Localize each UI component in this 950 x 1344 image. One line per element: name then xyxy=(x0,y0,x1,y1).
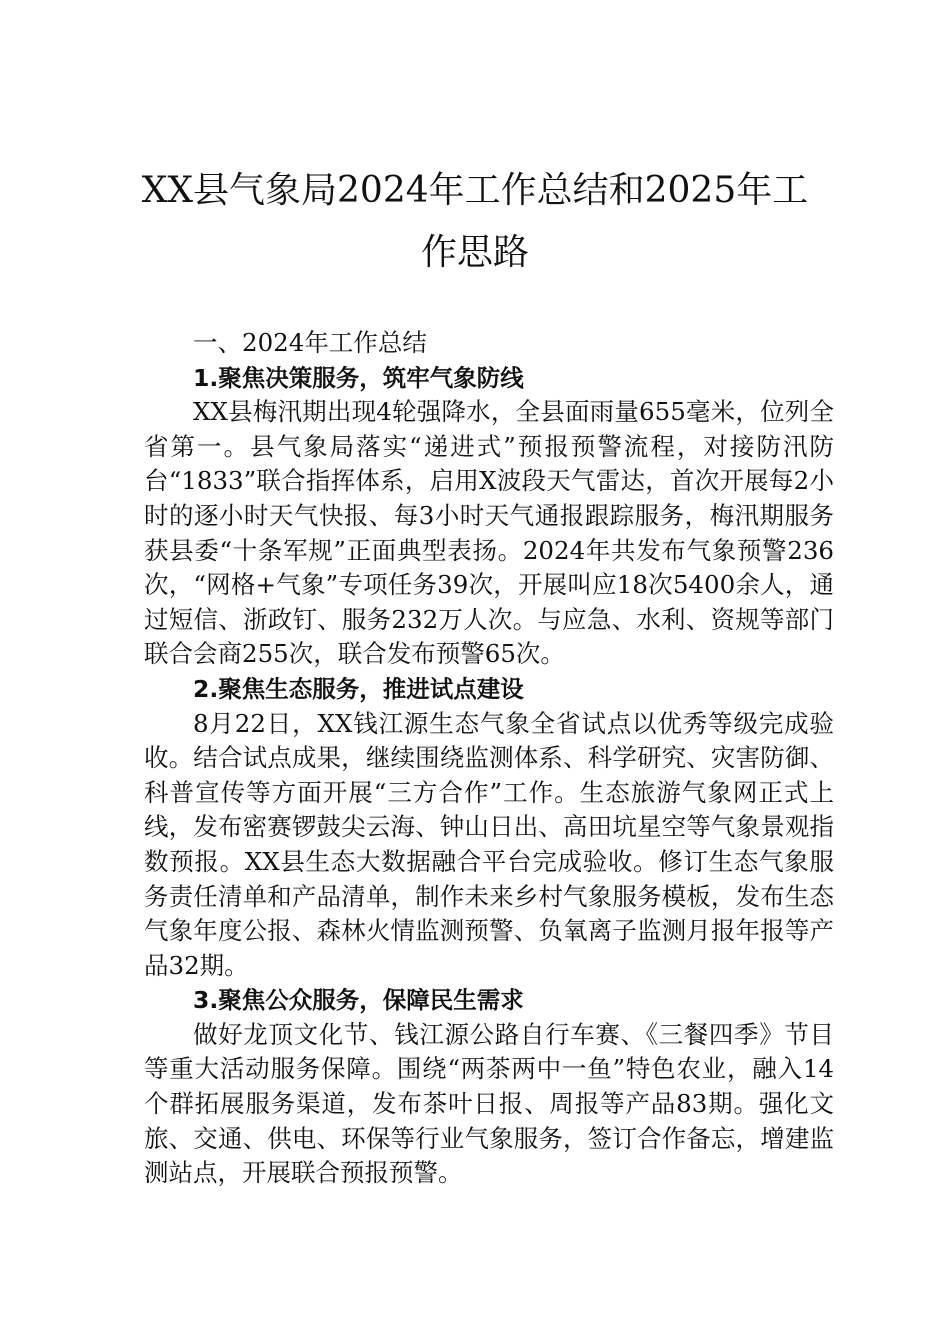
item-paragraph-2: 8月22日，XX钱江源生态气象全省试点以优秀等级完成验收。结合试点成果，继续围绕监测体系、科学研究、灾害防御、科普宣传等方面开展“三方合作”工作。生态旅游气象网正式上线，发布密赛锣鼓尖云海、钟山日出、高田坑星空等气象景观指数预报。XX县生态大数据融合平台完成验收。修订生态气象服务责任清单和产品清单，制作未来乡村气象服务模板，发布生态气象年度公报、森林火情监测预警、负氧离子监测月报年报等产品32期。 xyxy=(144,708,834,980)
item-heading-1: 1.聚焦决策服务，筑牢气象防线 xyxy=(193,363,524,392)
document-body xyxy=(144,326,834,1191)
item-paragraph-1: XX县梅汛期出现4轮强降水，全县面雨量655毫米，位列全省第一。县气象局落实“递进式”预报预警流程，对接防汛防台“1833”联合指挥体系，启用X波段天气雷达，首次开展每2小时的逐小时天气快报、每3小时天气通报跟踪服务，梅汛期服务获县委“十条军规”正面典型表扬。2024年共发布气象预警236次，“网格+气象”专项任务39次，开展叫应18次5400余人，通过短信、浙政钉、服务232万人次。与应急、水利、资规等部门联合会商255次，联合发布预警65次。 xyxy=(144,397,834,669)
item-heading-3: 3.聚焦公众服务，保障民生需求 xyxy=(193,986,524,1015)
section-heading: 一、2024年工作总结 xyxy=(193,328,427,357)
document-title: XX县气象局2024年工作总结和2025年工作思路 xyxy=(141,170,809,273)
item-heading-2: 2.聚焦生态服务，推进试点建设 xyxy=(193,674,524,703)
item-paragraph-3: 做好龙顶文化节、钱江源公路自行车赛、《三餐四季》节目等重大活动服务保障。围绕“两茶两中一鱼”特色农业，融入14个群拓展服务渠道，发布茶叶日报、周报等产品83期。强化文旅、交通、供电、环保等行业气象服务，签订合作备忘，增建监测站点，开展联合预报预警。 xyxy=(144,1019,834,1188)
